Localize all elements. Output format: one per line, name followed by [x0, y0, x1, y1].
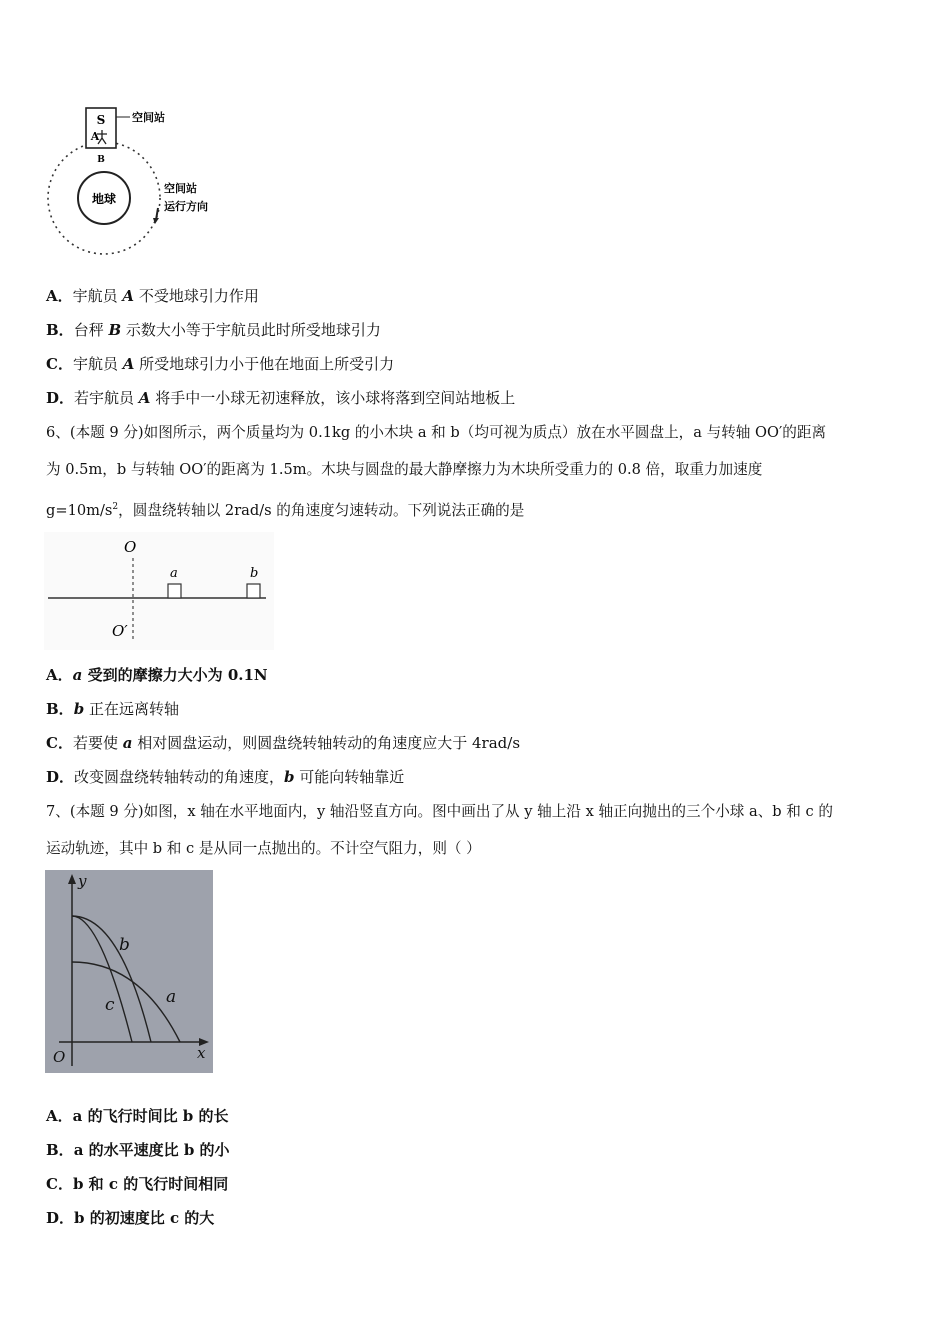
o-bottom-label: O′: [112, 622, 128, 640]
q6-option-d: D．改变圆盘绕转轴转动的角速度，b 可能向转轴靠近: [46, 768, 405, 786]
block-a: [168, 584, 181, 598]
rotating-disk-figure: [44, 532, 274, 650]
q6-stem-line-2: 为 0.5m，b 与转轴 OO′的距离为 1.5m。木块与圆盘的最大静摩擦力为木块所受重力的 0.8 倍，取重力加速度: [46, 461, 763, 478]
origin-label: O: [53, 1048, 66, 1066]
x-axis-label: x: [197, 1044, 206, 1062]
q6-option-c: C．若要使 a 相对圆盘运动，则圆盘绕转轴转动的角速度应大于 4rad/s: [46, 734, 521, 752]
scale-label: B: [97, 155, 105, 165]
block-b-label: b: [250, 566, 259, 581]
q7-stem-line-2: 运动轨迹，其中 b 和 c 是从同一点抛出的。不计空气阻力，则（ ）: [46, 840, 481, 857]
q7-number: 7、: [46, 803, 70, 820]
q7-option-c: C．b 和 c 的飞行时间相同: [46, 1175, 229, 1193]
trajectory-a-label: a: [166, 987, 177, 1007]
trajectory-figure: [45, 870, 213, 1073]
earth-label: 地球: [91, 192, 117, 206]
direction-label-2: 运行方向: [164, 200, 208, 213]
q6-number: 6、: [46, 424, 70, 441]
scale-mark: S: [96, 113, 106, 127]
block-a-label: a: [170, 566, 178, 581]
q5-option-c: C．宇航员 A 所受地球引力小于他在地面上所受引力: [46, 355, 395, 373]
trajectory-diagram: [45, 870, 213, 1073]
o-top-label: O: [124, 538, 137, 556]
trajectory-c-label: c: [105, 995, 115, 1015]
q5-option-d: D．若宇航员 A 将手中一小球无初速释放，该小球将落到空间站地板上: [46, 389, 516, 407]
q7-stem-line-1: 7、(本题 9 分)如图，x 轴在水平地面内，y 轴沿竖直方向。图中画出了从 y 轴上沿 x 轴正向抛出的三个小球 a、b 和 c 的: [46, 803, 833, 820]
y-axis-label: y: [78, 872, 87, 890]
q6-option-a: A．a 受到的摩擦力大小为 0.1N: [46, 666, 268, 684]
q5-option-a: A．宇航员 A 不受地球引力作用: [46, 287, 259, 305]
space-station-diagram: [40, 100, 240, 265]
q5-option-b: B．台秤 B 示数大小等于宇航员此时所受地球引力: [46, 321, 381, 339]
q6-stem-line-1: 6、(本题 9 分)如图所示，两个质量均为 0.1kg 的小木块 a 和 b（均可视为质点）放在水平圆盘上，a 与转轴 OO′的距离: [46, 424, 827, 441]
q7-option-b: B．a 的水平速度比 b 的小: [46, 1141, 230, 1159]
trajectory-b-label: b: [119, 935, 130, 955]
space-station-figure: [40, 100, 240, 265]
astronaut-mark: A: [90, 130, 100, 143]
direction-label-1: 空间站: [164, 182, 197, 195]
block-b: [247, 584, 260, 598]
q7-option-a: A．a 的飞行时间比 b 的长: [46, 1107, 229, 1125]
q6-stem-line-3: $g=10m/s^2$，圆盘绕转轴以 2rad/s 的角速度匀速转动。下列说法正确的是: [46, 501, 525, 519]
q7-option-d: D．b 的初速度比 c 的大: [46, 1209, 215, 1227]
q6-option-b: B．b 正在远离转轴: [46, 700, 179, 718]
disk-diagram: [44, 532, 274, 650]
station-label: 空间站: [132, 111, 165, 124]
